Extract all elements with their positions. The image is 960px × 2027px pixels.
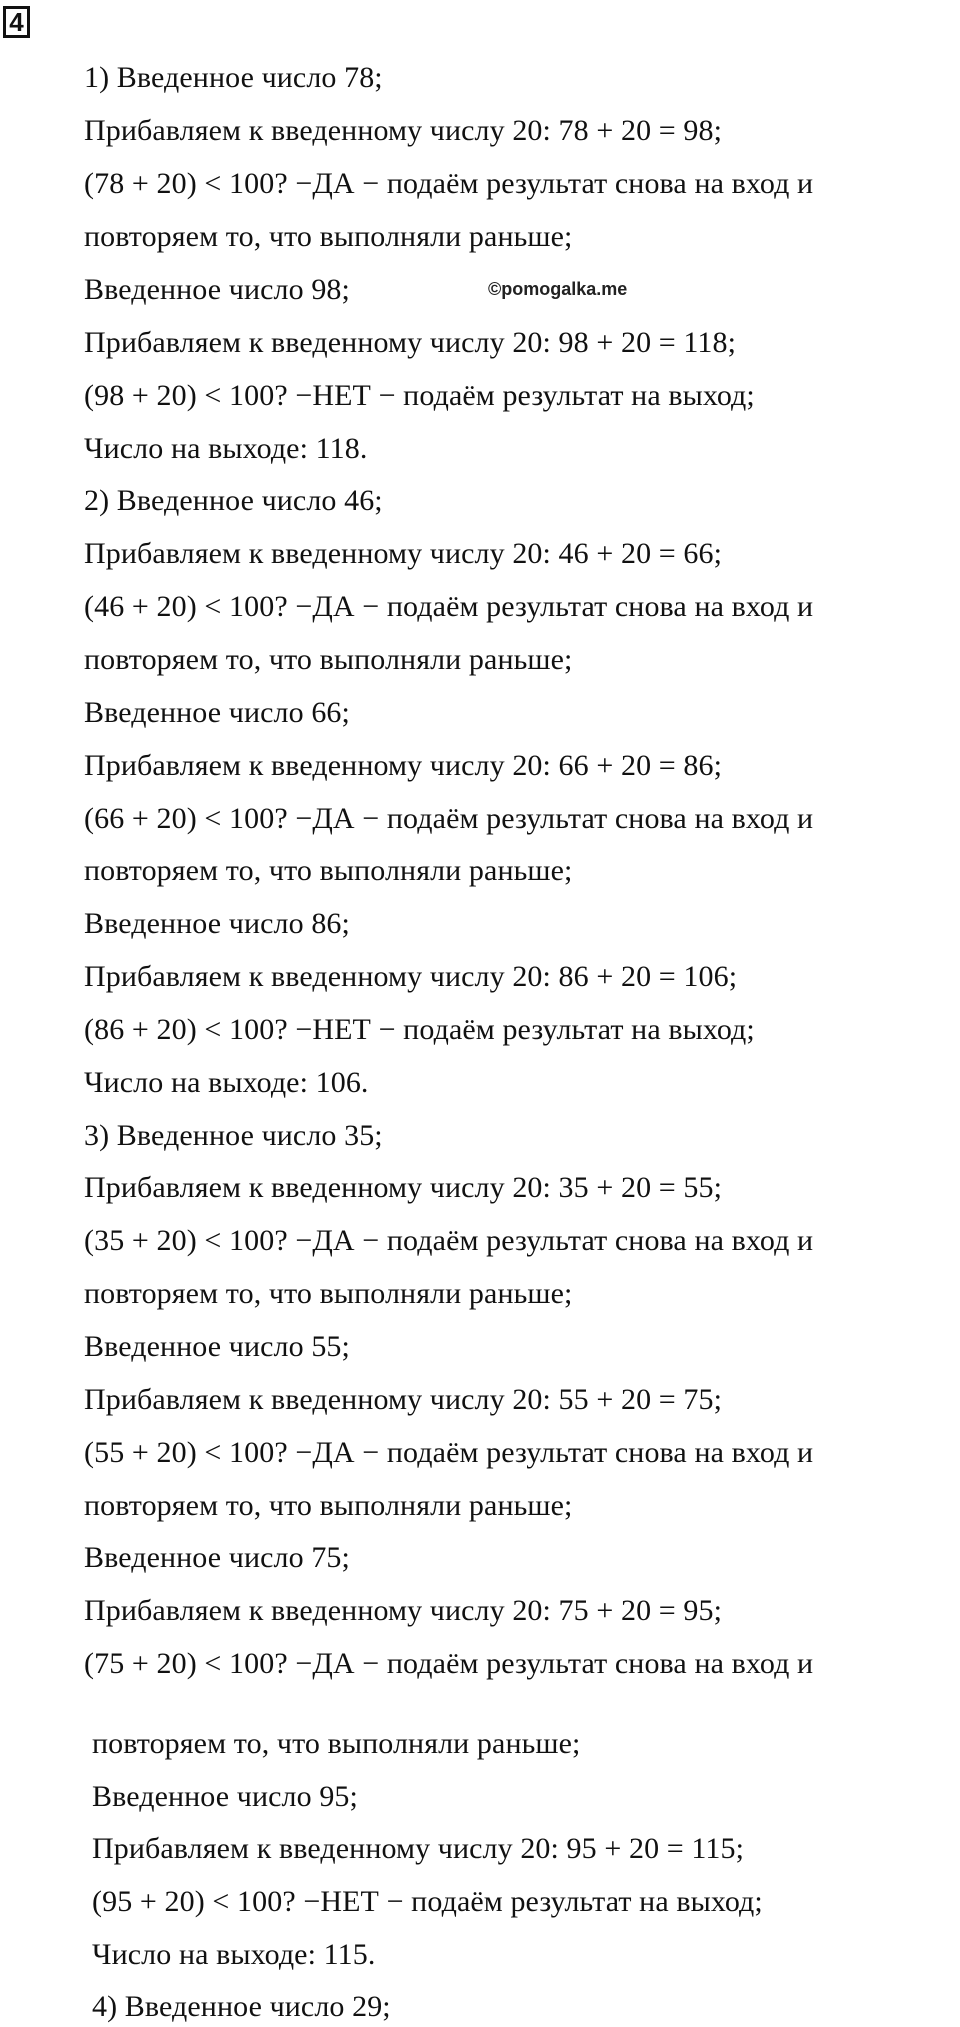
text-line: Прибавляем к введенному числу 20: 35 + 20 = 55; [84,1171,723,1204]
text-line: Введенное число 86; [84,907,350,940]
text-line: Число на выходе: 118. [84,432,368,465]
text-line: Прибавляем к введенному числу 20: 86 + 20 = 106; [84,960,738,993]
text-line: Введенное число 55; [84,1330,350,1363]
text-line: Прибавляем к введенному числу 20: 66 + 20 = 86; [84,749,723,782]
text-line: повторяем то, что выполняли раньше; [84,220,573,253]
text-line: 4) Введенное число 29; [92,1990,391,2023]
text-line: повторяем то, что выполняли раньше; [84,854,573,887]
text-line: (98 + 20) < 100? −НЕТ − подаём результат на выход; [84,379,755,412]
text-line: Введенное число 75; [84,1541,350,1574]
text-line: (46 + 20) < 100? −ДА − подаём результат снова на вход и [84,590,814,623]
text-line: Число на выходе: 115. [92,1938,376,1971]
watermark: ©pomogalka.me [488,279,628,299]
text-line: (55 + 20) < 100? −ДА − подаём результат снова на вход и [84,1436,814,1469]
text-line: Введенное число 98; [84,273,350,306]
text-line: Прибавляем к введенному числу 20: 75 + 20 = 95; [84,1594,723,1627]
text-line: Прибавляем к введенному числу 20: 46 + 20 = 66; [84,537,723,570]
text-line: повторяем то, что выполняли раньше; [84,643,573,676]
text-line: Прибавляем к введенному числу 20: 95 + 20 = 115; [92,1832,745,1865]
text-line: (35 + 20) < 100? −ДА − подаём результат снова на вход и [84,1224,814,1257]
text-line: (78 + 20) < 100? −ДА − подаём результат снова на вход и [84,167,814,200]
text-line: Прибавляем к введенному числу 20: 55 + 20 = 75; [84,1383,723,1416]
text-line: Введенное число 95; [92,1780,358,1813]
text-line: повторяем то, что выполняли раньше; [84,1277,573,1310]
text-line: (66 + 20) < 100? −ДА − подаём результат снова на вход и [84,802,814,835]
text-line: повторяем то, что выполняли раньше; [84,1489,573,1522]
text-line: Прибавляем к введенному числу 20: 78 + 20 = 98; [84,114,723,147]
text-line: Введенное число 66; [84,696,350,729]
task-number-badge: 4 [3,6,30,38]
text-line: 3) Введенное число 35; [84,1119,383,1152]
text-line: (75 + 20) < 100? −ДА − подаём результат снова на вход и [84,1647,814,1680]
text-line: Прибавляем к введенному числу 20: 98 + 20 = 118; [84,326,737,359]
text-line: 2) Введенное число 46; [84,484,383,517]
text-line: 1) Введенное число 78; [84,61,383,94]
text-line: повторяем то, что выполняли раньше; [92,1727,581,1760]
text-line: Число на выходе: 106. [84,1066,369,1099]
text-line: (95 + 20) < 100? −НЕТ − подаём результат на выход; [92,1885,763,1918]
text-line: (86 + 20) < 100? −НЕТ − подаём результат на выход; [84,1013,755,1046]
